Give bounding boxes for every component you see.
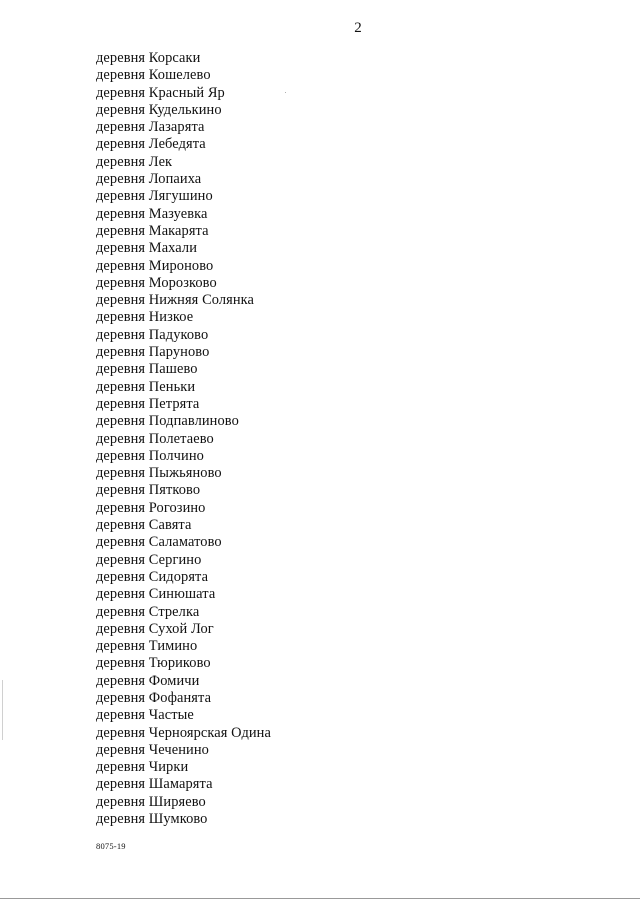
list-item: деревня Лазарята bbox=[96, 119, 205, 136]
list-item: деревня Мазуевка bbox=[96, 205, 208, 222]
list-item: деревня Лопаиха bbox=[96, 171, 202, 188]
list-item: деревня Полчино bbox=[96, 447, 204, 464]
list-item: деревня Стрелка bbox=[96, 603, 200, 620]
page-number: 2 bbox=[354, 20, 362, 36]
list-item: деревня Савята bbox=[96, 517, 192, 534]
list-item: деревня Пашево bbox=[96, 361, 198, 378]
list-item: деревня Синюшата bbox=[96, 586, 216, 603]
list-item: деревня Кошелево bbox=[96, 67, 211, 84]
list-item: деревня Рогозино bbox=[96, 499, 206, 516]
list-item: деревня Пыжьяново bbox=[96, 465, 222, 482]
list-item: деревня Саламатово bbox=[96, 534, 222, 551]
village-list bbox=[96, 50, 271, 828]
list-item: деревня Махали bbox=[96, 240, 197, 257]
list-item: деревня Фомичи bbox=[96, 672, 200, 689]
list-item: деревня Нижняя Солянка bbox=[96, 292, 255, 309]
list-item: деревня Полетаево bbox=[96, 430, 214, 447]
list-item: деревня Лек bbox=[96, 153, 173, 170]
list-item: деревня Подпавлиново bbox=[96, 413, 239, 430]
list-item: деревня Шумково bbox=[96, 811, 208, 828]
list-item: деревня Частые bbox=[96, 707, 194, 724]
list-item: деревня Корсаки bbox=[96, 50, 201, 66]
list-item: деревня Черноярская Одина bbox=[96, 724, 271, 741]
list-item: деревня Морозково bbox=[96, 274, 217, 291]
list-item: деревня Петрята bbox=[96, 395, 200, 412]
list-item: деревня Мироново bbox=[96, 257, 214, 274]
scan-speck bbox=[285, 92, 286, 93]
list-item: деревня Тюриково bbox=[96, 655, 211, 672]
list-item: деревня Сергино bbox=[96, 551, 202, 568]
list-item: деревня Шамарята bbox=[96, 776, 213, 793]
list-item: деревня Куделькино bbox=[96, 101, 222, 118]
list-item: деревня Сухой Лог bbox=[96, 620, 214, 637]
scan-edge-mark bbox=[2, 680, 3, 740]
document-code: 8075-19 bbox=[96, 841, 126, 851]
list-item: деревня Макарята bbox=[96, 222, 209, 239]
list-item: деревня Фофанята bbox=[96, 689, 212, 706]
list-item: деревня Красный Яр bbox=[96, 84, 225, 101]
list-item: деревня Лебедята bbox=[96, 136, 206, 153]
list-item: деревня Низкое bbox=[96, 309, 194, 326]
list-item: деревня Ширяево bbox=[96, 793, 206, 810]
list-item: деревня Пеньки bbox=[96, 378, 196, 395]
list-item: деревня Сидорята bbox=[96, 568, 209, 585]
list-item: деревня Паруново bbox=[96, 344, 210, 361]
list-item: деревня Чирки bbox=[96, 759, 189, 776]
list-item: деревня Пятково bbox=[96, 482, 201, 499]
list-item: деревня Тимино bbox=[96, 638, 198, 655]
list-item: деревня Падуково bbox=[96, 326, 209, 343]
bottom-edge-line bbox=[0, 898, 640, 899]
list-item: деревня Лягушино bbox=[96, 188, 213, 205]
list-item: деревня Чеченино bbox=[96, 741, 209, 758]
